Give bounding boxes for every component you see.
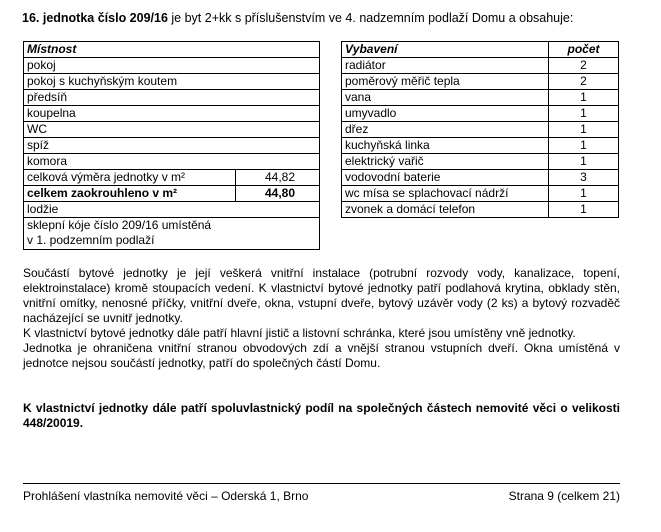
table-row [342,170,619,186]
table-row [342,106,619,122]
equipment-table [341,41,619,218]
total-area-label: celková výměra jednotky v m² [24,170,236,186]
unit-heading-bold: 16. jednotka číslo 209/16 [22,11,168,25]
table-row [24,58,320,74]
equipment-name: poměrový měřič tepla [342,74,549,90]
equipment-count: 3 [549,170,619,186]
equipment-name: elektrický vařič [342,154,549,170]
room-item: pokoj [24,58,320,74]
equipment-count: 2 [549,74,619,90]
footer-document-title: Prohlášení vlastníka nemovité věci – Oderská 1, Brno [23,489,309,503]
cellar-line-1: sklepní kóje číslo 209/16 umístěná [27,218,212,232]
rounded-area-value: 44,80 [236,186,320,202]
room-item: pokoj s kuchyňským koutem [24,74,320,90]
equipment-name: vana [342,90,549,106]
equipment-name: kuchyňská linka [342,138,549,154]
paragraph-ownership-share: K vlastnictví jednotky dále patří spoluvlastnický podíl na společných částech nemovité věci o velikosti 448/20019. [23,401,620,430]
table-row [342,122,619,138]
table-row [342,58,619,74]
table-row [342,154,619,170]
table-row [342,90,619,106]
equipment-header-name: Vybavení [342,42,549,58]
table-row [24,90,320,106]
equipment-name: wc mísa se splachovací nádrží [342,186,549,202]
table-row [342,138,619,154]
table-row [24,138,320,154]
equipment-count: 1 [549,106,619,122]
total-area-value: 44,82 [236,170,320,186]
loggia-item: lodžie [24,202,320,218]
table-row [24,122,320,138]
equipment-count: 1 [549,122,619,138]
cellar-line-2: v 1. podzemním podlaží [27,233,155,247]
table-row [342,74,619,90]
room-item: předsíň [24,90,320,106]
rooms-header-row [24,42,320,58]
table-row [24,154,320,170]
table-row [342,186,619,202]
unit-heading [22,11,573,25]
rooms-header: Místnost [24,42,320,58]
paragraph-boundaries: Jednotka je ohraničena vnitřní stranou obvodových zdí a vnější stranou vstupních dveří. Okna umístěná v jednotce nejsou součástí jednotky, patří do společných částí Domu. [23,341,620,370]
paragraph-mailbox: K vlastnictví bytové jednotky dále patří hlavní jistič a listovní schránka, které jsou umístěny vně jednotky. [23,326,576,340]
equipment-name: zvonek a domácí telefon [342,202,549,218]
footer-page-number: Strana 9 (celkem 21) [508,489,620,503]
room-item: koupelna [24,106,320,122]
equipment-count: 1 [549,138,619,154]
room-item: komora [24,154,320,170]
table-row [24,106,320,122]
table-row [24,186,320,202]
rooms-table [23,41,320,250]
equipment-count: 1 [549,202,619,218]
ownership-paragraphs [23,266,620,371]
footer-divider [23,483,620,484]
paragraph-installation: Součástí bytové jednotky je její veškerá vnitřní instalace (potrubní rozvody vody, kanalizace, topení, elektroinstalace) kromě stoupacích vedení. K vlastnictví bytové jednotky patří podlahová krytina, obklady stěn, vnitřní omítky, nenosné příčky, vnitřní dveře, okna, vstupní dveře, bytový uzávěr vody (2 ks) a bytový rozvaděč nacházející se uvnitř jednotky. [23,266,620,325]
table-row [24,218,320,250]
equipment-name: radiátor [342,58,549,74]
rounded-area-label: celkem zaokrouhleno v m² [24,186,236,202]
equipment-header-row [342,42,619,58]
equipment-count: 1 [549,186,619,202]
table-row [24,74,320,90]
table-row [24,170,320,186]
cellar-item [24,218,320,250]
equipment-count: 1 [549,90,619,106]
equipment-name: umyvadlo [342,106,549,122]
equipment-name: vodovodní baterie [342,170,549,186]
equipment-count: 1 [549,154,619,170]
equipment-header-count: počet [549,42,619,58]
table-row [24,202,320,218]
equipment-count: 2 [549,58,619,74]
equipment-name: dřez [342,122,549,138]
room-item: spíž [24,138,320,154]
unit-heading-rest: je byt 2+kk s příslušenstvím ve 4. nadzemním podlaží Domu a obsahuje: [167,11,574,25]
table-row [342,202,619,218]
room-item: WC [24,122,320,138]
